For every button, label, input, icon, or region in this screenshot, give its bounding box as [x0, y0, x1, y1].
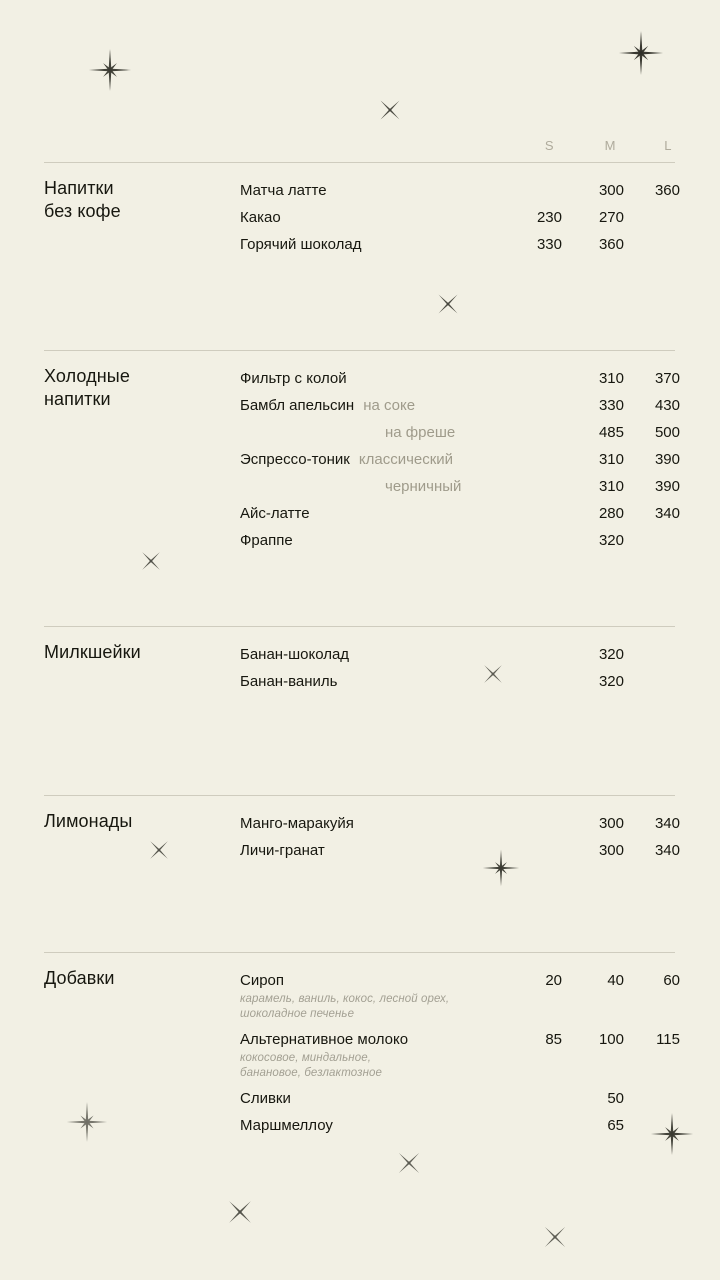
menu-item-price-m: 310	[598, 370, 624, 387]
menu-item-price-l: 370	[654, 370, 680, 387]
menu-item-price-s: 230	[536, 209, 562, 226]
menu-item-price-s: 85	[545, 1031, 562, 1048]
menu-item-price-m: 320	[598, 646, 624, 663]
menu-item-price-l: 390	[654, 478, 680, 495]
menu-item-prices	[486, 527, 676, 554]
menu-item-price-l: 500	[654, 424, 680, 441]
menu-item-price-m: 300	[598, 842, 624, 859]
menu-item-price-m: 65	[607, 1117, 624, 1134]
menu-item-price-m: 300	[598, 182, 624, 199]
menu-item-price-m: 40	[607, 972, 624, 989]
menu-item-price-m: 485	[598, 424, 624, 441]
menu-item-prices	[486, 1026, 680, 1053]
section-title	[44, 953, 240, 990]
menu-item-prices	[486, 668, 676, 695]
menu-item-price-l: 115	[656, 1031, 680, 1048]
menu-item-prices	[486, 837, 680, 864]
menu-item-prices	[486, 473, 680, 500]
menu-section	[44, 953, 680, 1139]
menu-item-prices	[486, 641, 676, 668]
menu-item-prices	[486, 177, 680, 204]
menu-item-name: Сироп	[240, 972, 285, 989]
menu-item-name: Айс-латте	[240, 505, 310, 522]
menu-item-row[interactable]	[240, 500, 680, 527]
menu-item-prices	[486, 500, 680, 527]
menu-item-prices	[486, 446, 680, 473]
column-header-m: M	[604, 138, 616, 153]
menu-item-prices	[486, 392, 680, 419]
menu-item-row[interactable]	[240, 177, 680, 204]
menu-item-row[interactable]	[240, 837, 680, 864]
menu-item-row[interactable]	[240, 419, 680, 446]
section-title-line: без кофе	[44, 201, 121, 221]
menu-item-prices	[486, 365, 680, 392]
section-gap	[44, 695, 676, 795]
menu-item-name: Маршмеллоу	[240, 1117, 333, 1134]
menu-item-row[interactable]	[240, 967, 680, 1022]
menu-item-row[interactable]	[240, 641, 676, 668]
menu-item-name: Горячий шоколад	[240, 236, 362, 253]
menu-item-row[interactable]	[240, 668, 676, 695]
menu-item-row[interactable]	[240, 392, 680, 419]
menu-item-price-l: 60	[663, 972, 680, 989]
menu-item-name: Альтернативное молоко	[240, 1031, 409, 1048]
menu-item-prices	[486, 204, 676, 231]
menu-item-row[interactable]	[240, 231, 676, 258]
section-items	[240, 953, 680, 1139]
section-title-line: Милкшейки	[44, 642, 141, 662]
menu-section	[44, 163, 680, 258]
menu-item-price-l: 340	[654, 842, 680, 859]
section-gap	[44, 864, 676, 952]
menu-item-variant: классический	[358, 451, 454, 468]
menu-item-price-m: 300	[598, 815, 624, 832]
menu-item-row[interactable]	[240, 1112, 676, 1139]
menu-item-price-l: 390	[654, 451, 680, 468]
menu-item-row[interactable]	[240, 1085, 676, 1112]
menu-section	[44, 627, 676, 695]
menu-item-name: Матча латте	[240, 182, 327, 199]
section-title	[44, 627, 240, 664]
menu-item-description: кокосовое, миндальное, банановое, безлактозное	[240, 1052, 382, 1079]
column-header-l: L	[664, 138, 672, 153]
menu-item-price-m: 320	[598, 532, 624, 549]
menu-item-price-m: 310	[598, 478, 624, 495]
section-title	[44, 796, 240, 833]
section-title-line: Лимонады	[44, 811, 133, 831]
menu-item-row[interactable]	[240, 1026, 680, 1081]
menu-item-price-m: 100	[598, 1031, 624, 1048]
menu-item-price-l: 360	[654, 182, 680, 199]
menu-item-price-m: 330	[598, 397, 624, 414]
menu-item-price-l: 340	[654, 505, 680, 522]
section-title	[44, 163, 240, 223]
menu-item-row[interactable]	[240, 204, 676, 231]
section-gap	[44, 258, 676, 350]
menu-item-name: Банан-ваниль	[240, 673, 338, 690]
menu-item-price-m: 280	[598, 505, 624, 522]
section-title-line: Добавки	[44, 968, 115, 988]
menu-item-price-m: 360	[598, 236, 624, 253]
menu-item-variant: на фреше	[385, 424, 456, 441]
menu-item-prices	[486, 1085, 676, 1112]
menu-item-name: Бамбл апельсин	[240, 397, 355, 414]
menu-item-name: Фильтр с колой	[240, 370, 347, 387]
menu-item-description: карамель, ваниль, кокос, лесной орех, шоколадное печенье	[240, 993, 450, 1020]
section-items	[240, 627, 676, 695]
menu-item-prices	[486, 967, 680, 994]
menu-section	[44, 796, 680, 864]
menu-item-prices	[486, 231, 676, 258]
section-title	[44, 351, 240, 411]
sparkle-bottom-low-right-icon	[540, 1222, 570, 1252]
menu-item-price-m: 50	[607, 1090, 624, 1107]
section-items	[240, 796, 680, 864]
price-column-headers	[44, 138, 676, 162]
menu-item-prices	[486, 419, 680, 446]
menu-section	[44, 351, 680, 554]
section-gap	[44, 554, 676, 626]
section-title-line: напитки	[44, 389, 111, 409]
menu-item-row[interactable]	[240, 473, 680, 500]
menu-item-row[interactable]	[240, 810, 680, 837]
menu-item-price-m: 310	[598, 451, 624, 468]
column-header-s: S	[544, 138, 554, 153]
menu-item-name: Фраппе	[240, 532, 293, 549]
sparkle-bottom-low-left-icon	[224, 1196, 256, 1228]
section-title-line: Напитки	[44, 178, 114, 198]
menu-item-name: Личи-гранат	[240, 842, 325, 859]
menu-item-price-m: 320	[598, 673, 624, 690]
menu-item-variant: черничный	[385, 478, 462, 495]
section-items	[240, 351, 680, 554]
menu-item-name: Эспрессо-тоник	[240, 451, 350, 468]
menu-item-row[interactable]	[240, 446, 680, 473]
menu-item-name: Какао	[240, 209, 281, 226]
menu-content	[44, 0, 680, 1139]
menu-item-price-m: 270	[598, 209, 624, 226]
menu-item-prices	[486, 1112, 676, 1139]
menu-item-name: Банан-шоколад	[240, 646, 350, 663]
menu-item-row[interactable]	[240, 527, 676, 554]
menu-sections	[44, 162, 680, 1139]
sparkle-bottom-center-icon	[394, 1148, 424, 1178]
section-title-line: Холодные	[44, 366, 130, 386]
menu-item-prices	[486, 810, 680, 837]
menu-item-price-l: 430	[654, 397, 680, 414]
menu-item-price-s: 330	[536, 236, 562, 253]
menu-item-variant: на соке	[363, 397, 416, 414]
section-items	[240, 163, 680, 258]
menu-item-row[interactable]	[240, 365, 680, 392]
menu-item-price-l: 340	[654, 815, 680, 832]
menu-item-price-s: 20	[545, 972, 562, 989]
menu-item-name: Манго-маракуйя	[240, 815, 354, 832]
menu-item-name: Сливки	[240, 1090, 291, 1107]
